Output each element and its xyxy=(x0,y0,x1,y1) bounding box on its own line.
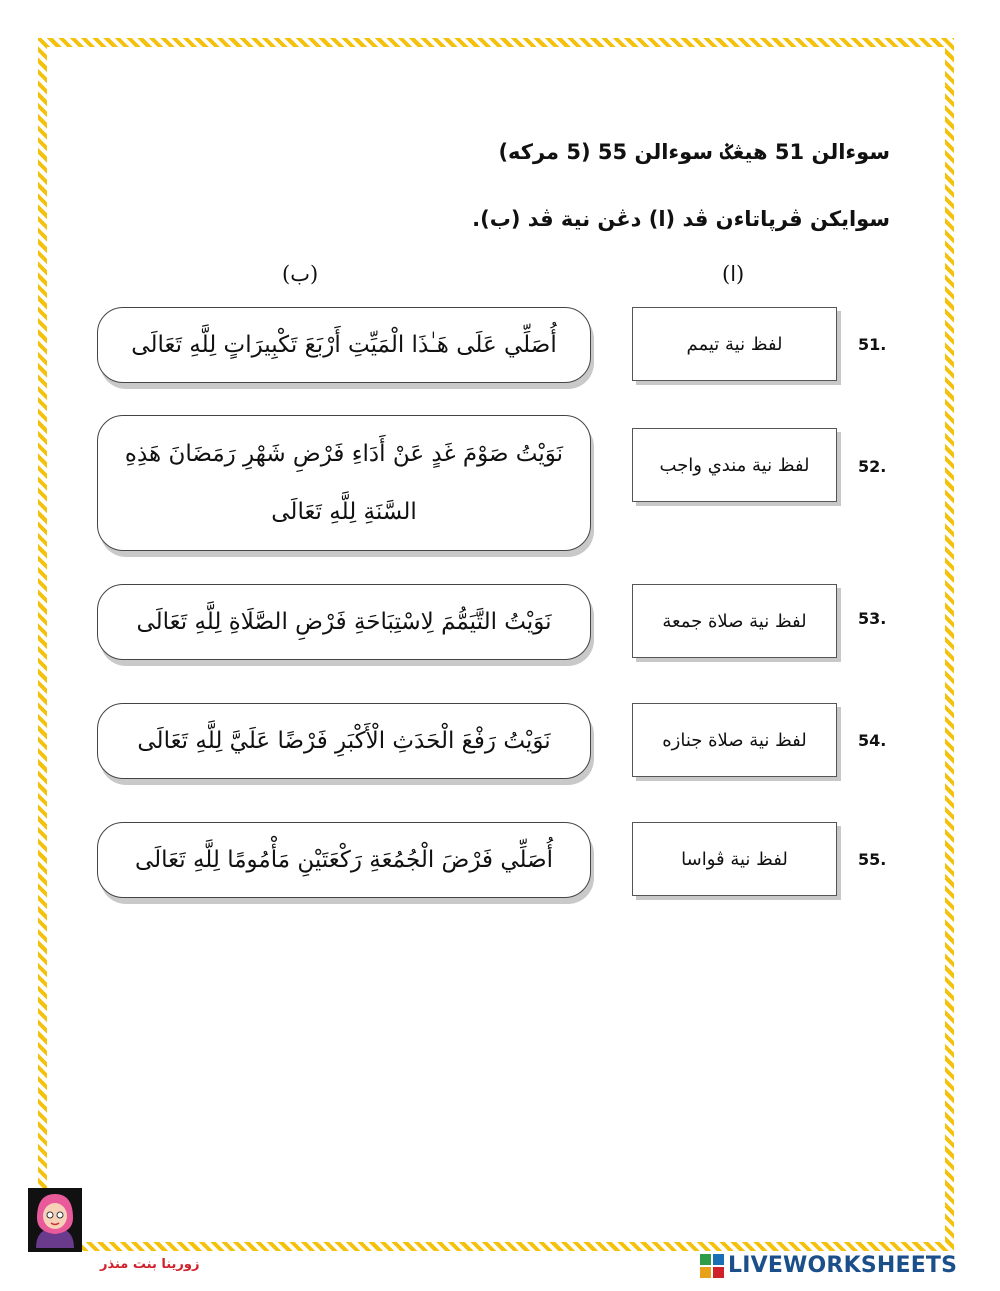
prompt-text: لفظ نية صلاة جمعة xyxy=(662,610,807,632)
prompt-text: لفظ نية صلاة جنازه xyxy=(662,729,807,751)
question-number: 53. xyxy=(858,609,887,628)
answer-box-4[interactable] xyxy=(97,703,591,779)
prompt-box-51[interactable] xyxy=(632,307,837,381)
column-b-label: (ب) xyxy=(282,262,319,286)
liveworksheets-logo[interactable] xyxy=(700,1253,957,1278)
answer-box-3[interactable] xyxy=(97,584,591,660)
prompt-text: لفظ نية تيمم xyxy=(686,333,783,355)
question-number: 55. xyxy=(858,850,887,869)
column-a-label: (ا) xyxy=(722,262,745,286)
author-credit: زورينا بنت منذر xyxy=(100,1257,200,1272)
question-number: 54. xyxy=(858,731,887,750)
prompt-text: لفظ نية مندي واجب xyxy=(659,454,810,476)
prompt-box-53[interactable] xyxy=(632,584,837,658)
answer-text: أُصَلِّي عَلَى هَـٰذَا الْمَيِّتِ أَرْبَعَ تَكْبِيرَاتٍ لِلَّهِ تَعَالَى xyxy=(131,332,557,358)
answer-box-2[interactable] xyxy=(97,415,591,551)
teacher-avatar-icon xyxy=(28,1188,82,1252)
brand-name: LIVEWORKSHEETS xyxy=(728,1253,958,1278)
prompt-box-54[interactable] xyxy=(632,703,837,777)
answer-text: نَوَيْتُ رَفْعَ الْحَدَثِ الْأَكْبَرِ فَرْضًا عَلَيَّ لِلَّهِ تَعَالَى xyxy=(137,728,551,754)
prompt-text: لفظ نية ڤواسا xyxy=(681,848,788,870)
answer-text: نَوَيْتُ صَوْمَ غَدٍ عَنْ أَدَاءِ فَرْضِ شَهْرِ رَمَضَانَ هَذِهِ السَّنَةِ لِلَّهِ تَعَالَى xyxy=(124,441,564,525)
answer-box-1[interactable] xyxy=(97,307,591,383)
question-range-heading: سوءالن 51 هيڠݢ سوءالن 55 (5 مركه) xyxy=(498,140,890,164)
answer-box-5[interactable] xyxy=(97,822,591,898)
prompt-box-52[interactable] xyxy=(632,428,837,502)
question-number: 51. xyxy=(858,335,887,354)
question-number: 52. xyxy=(858,457,887,476)
prompt-box-55[interactable] xyxy=(632,822,837,896)
instruction-text: سوايكن ڤرڽاتاءن ڤد (ا) دڠن نية ڤد (ب). xyxy=(472,207,890,231)
answer-text: أُصَلِّي فَرْضَ الْجُمُعَةِ رَكْعَتَيْنِ مَأْمُومًا لِلَّهِ تَعَالَى xyxy=(134,847,554,873)
answer-text: نَوَيْتُ التَّيَمُّمَ لِاسْتِبَاحَةِ فَرْضِ الصَّلَاةِ لِلَّهِ تَعَالَى xyxy=(136,609,552,635)
liveworksheets-grid-icon xyxy=(700,1254,724,1278)
